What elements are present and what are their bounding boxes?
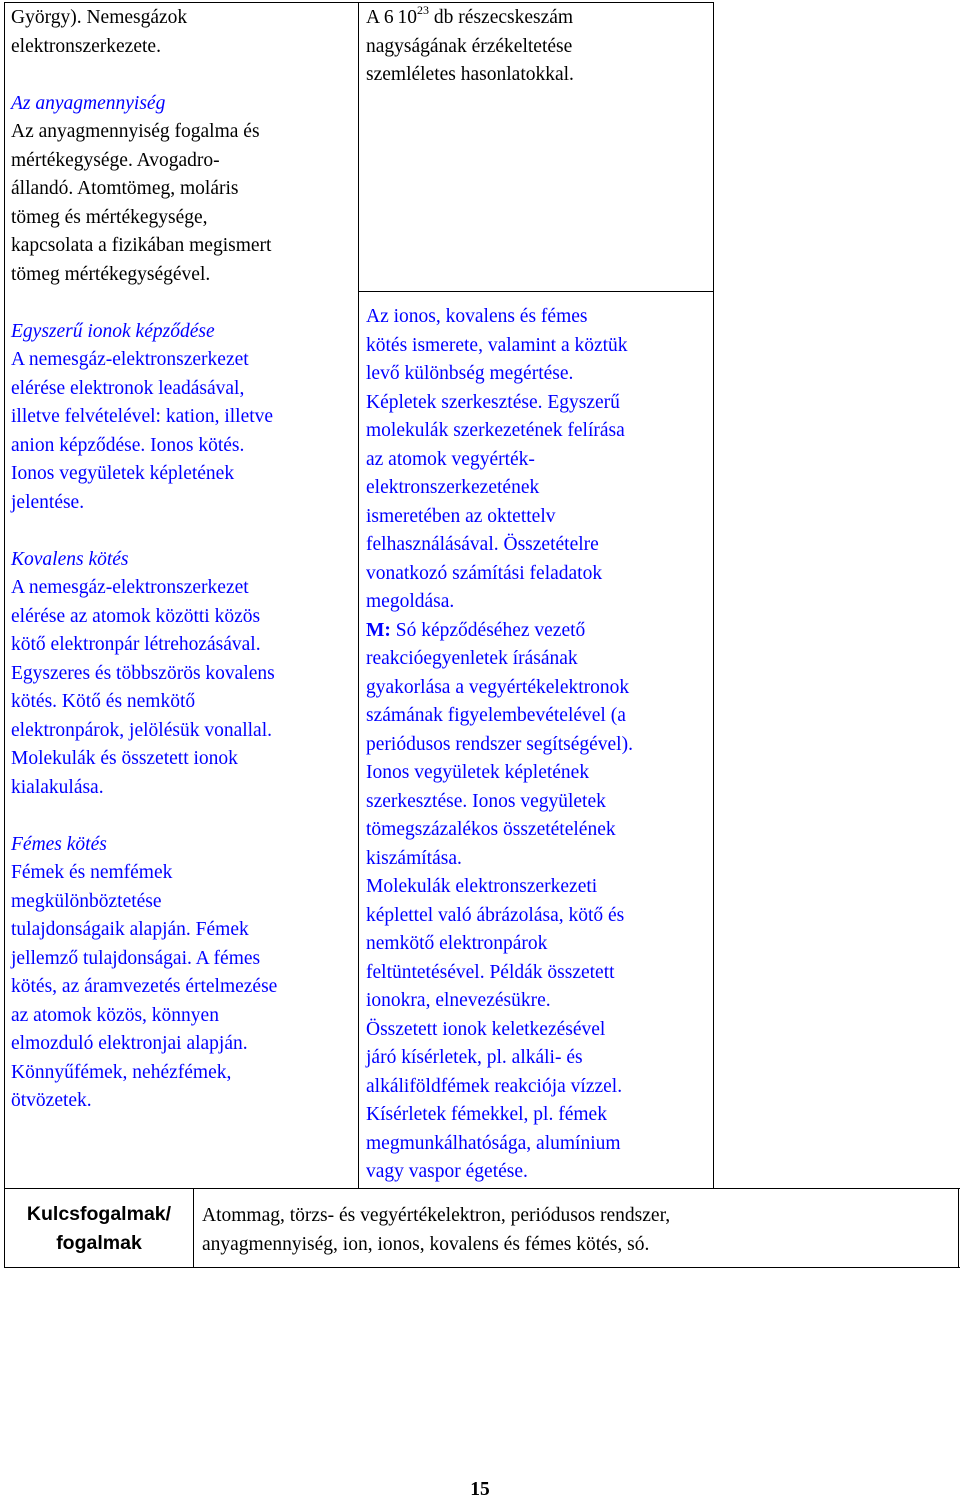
activity-line: periódusos rendszer segítségével). (366, 733, 633, 755)
section-line: illetve felvételével: kation, illetve (11, 406, 274, 427)
activity-line: molekulák szerkezetének felírása (366, 420, 625, 441)
section-line: elérése az atomok közötti közös (11, 605, 261, 627)
activity-line: nemkötő elektronpárok (366, 933, 548, 954)
activity-line: Képletek szerkesztése. Egyszerű (366, 391, 620, 413)
key-concepts-line: anyagmennyiség, ion, ionos, kovalens és fémes kötés, só. (202, 1233, 650, 1255)
section-heading: Fémes kötés (11, 833, 107, 855)
table-border-left (4, 2, 5, 1268)
activities-column (366, 4, 696, 1187)
section-egyszeru-ionok (11, 318, 355, 518)
key-concepts-line: Atommag, törzs- és vegyértékelektron, periódusos rendszer, (202, 1205, 671, 1226)
connection-line (366, 617, 696, 646)
activity-line: kiszámítása. (366, 847, 462, 869)
activity-line: feltüntetésével. Példák összetett (366, 961, 615, 983)
section-line: Egyszeres és többszörös kovalens (11, 662, 275, 684)
section-line: Könnyűfémek, nehézfémek, (11, 1061, 232, 1083)
intro-line: György). Nemesgázok (11, 7, 188, 28)
intro-text (11, 4, 355, 61)
section-line: állandó. Atomtömeg, moláris (11, 178, 239, 199)
section-line: megkülönböztetése (11, 890, 162, 912)
section-line: tömeg mértékegységével. (11, 263, 211, 285)
section-line: jelentése. (11, 491, 85, 513)
activity-line: ismeretében az oktettelv (366, 505, 556, 527)
key-concepts-label (4, 1200, 194, 1257)
activity-line: kötés ismerete, valamint a köztük (366, 334, 628, 356)
avogadro-base: 10 (397, 7, 418, 28)
activities-block (366, 303, 696, 1187)
activity-line: alkáliföldfémek reakciója vízzel. (366, 1075, 623, 1097)
section-line: ötvözetek. (11, 1090, 92, 1111)
activity-line: ionokra, elnevezésükre. (366, 990, 551, 1011)
section-line: A nemesgáz-elektronszerkezet (11, 349, 249, 370)
section-heading: Az anyagmennyiség (11, 92, 166, 114)
key-concepts-label-line: Kulcsfogalmak/ (26, 1203, 172, 1225)
activity-line: Összetett ionok keletkezésével (366, 1018, 606, 1040)
section-line: jellemző tulajdonságai. A fémes (11, 947, 261, 969)
activity-line: Kísérletek fémekkel, pl. fémek (366, 1104, 607, 1125)
section-line: kötő elektronpár létrehozásával. (11, 634, 261, 655)
section-line: Ionos vegyületek képletének (11, 463, 235, 484)
activity-line: Ionos vegyületek képletének (366, 762, 590, 783)
section-line: kialakulása. (11, 776, 104, 798)
activity-line: elektronszerkezetének (366, 477, 540, 498)
section-kovalens-kotes (11, 546, 355, 803)
avogadro-exponent: 23 (417, 3, 430, 17)
section-line: Molekulák és összetett ionok (11, 748, 238, 769)
avogadro-prefix: A 6 (366, 7, 394, 28)
table-border-mid (358, 2, 359, 1188)
activity-line: Molekulák elektronszerkezeti (366, 876, 598, 897)
section-femes-kotes (11, 831, 355, 1116)
activity-line: vonatkozó számítási feladatok (366, 562, 603, 584)
avogadro-line (366, 4, 696, 33)
avogadro-suffix: db részecskeszám (429, 7, 574, 28)
activity-line: szerkesztése. Ionos vegyületek (366, 790, 606, 812)
activity-line: reakcióegyenletek írásának (366, 648, 578, 669)
key-concepts-text (202, 1202, 952, 1259)
section-line: elmozduló elektronjai alapján. (11, 1033, 248, 1054)
activity-line: számának figyelembevételével (a (366, 705, 626, 726)
activity-line: az atomok vegyérték- (366, 448, 535, 470)
topics-column (11, 4, 355, 1144)
activity-line: tömegszázalékos összetételének (366, 819, 616, 840)
activity-line: megoldása. (366, 591, 455, 612)
section-line: elérése elektronok leadásával, (11, 377, 245, 399)
activity-line: vagy vaspor égetése. (366, 1161, 528, 1182)
table-border-bottom (4, 1267, 960, 1268)
activity-line: megmunkálhatósága, alumínium (366, 1132, 621, 1154)
section-line: kapcsolata a fizikában megismert (11, 235, 272, 256)
section-line: elektronpárok, jelölésük vonallal. (11, 719, 273, 741)
section-line: A nemesgáz-elektronszerkezet (11, 577, 249, 598)
section-line: anion képződése. Ionos kötés. (11, 434, 245, 456)
connection-label: M: (366, 619, 391, 641)
section-line: kötés, az áramvezetés értelmezése (11, 976, 278, 997)
section-heading: Egyszerű ionok képződése (11, 320, 215, 342)
table-border-key-top (4, 1188, 960, 1189)
section-line: Az anyagmennyiség fogalma és (11, 121, 260, 142)
avogadro-line: nagyságának érzékeltetése (366, 35, 573, 57)
activity-line: képlettel való ábrázolása, kötő és (366, 904, 625, 926)
key-concepts-label-line: fogalmak (56, 1231, 142, 1254)
section-line: tömeg és mértékegysége, (11, 206, 208, 228)
activity-line: Az ionos, kovalens és fémes (366, 306, 588, 327)
section-line: Fémek és nemfémek (11, 862, 173, 883)
section-line: kötés. Kötő és nemkötő (11, 691, 196, 712)
activity-line: felhasználásával. Összetételre (366, 534, 599, 555)
section-anyagmennyiseg (11, 90, 355, 290)
table-border-top (4, 2, 714, 3)
page-number: 15 (470, 1479, 490, 1500)
section-line: mértékegysége. Avogadro- (11, 149, 220, 171)
activity-line: gyakorlása a vegyértékelektronok (366, 676, 630, 698)
table-border-right-upper (713, 2, 714, 292)
section-line: tulajdonságaik alapján. Fémek (11, 919, 249, 940)
activity-line: járó kísérletek, pl. alkáli- és (366, 1047, 583, 1068)
avogadro-block (366, 4, 696, 291)
avogadro-line: szemléletes hasonlatokkal. (366, 64, 574, 85)
intro-line: elektronszerkezete. (11, 35, 161, 57)
table-border-right-lower (713, 291, 714, 1189)
section-line: az atomok közös, könnyen (11, 1004, 219, 1026)
connection-text: Só képződéséhez vezető (390, 619, 586, 641)
section-heading: Kovalens kötés (11, 548, 129, 570)
activity-line: levő különbség megértése. (366, 363, 574, 384)
table-border-right-key (958, 1188, 959, 1268)
